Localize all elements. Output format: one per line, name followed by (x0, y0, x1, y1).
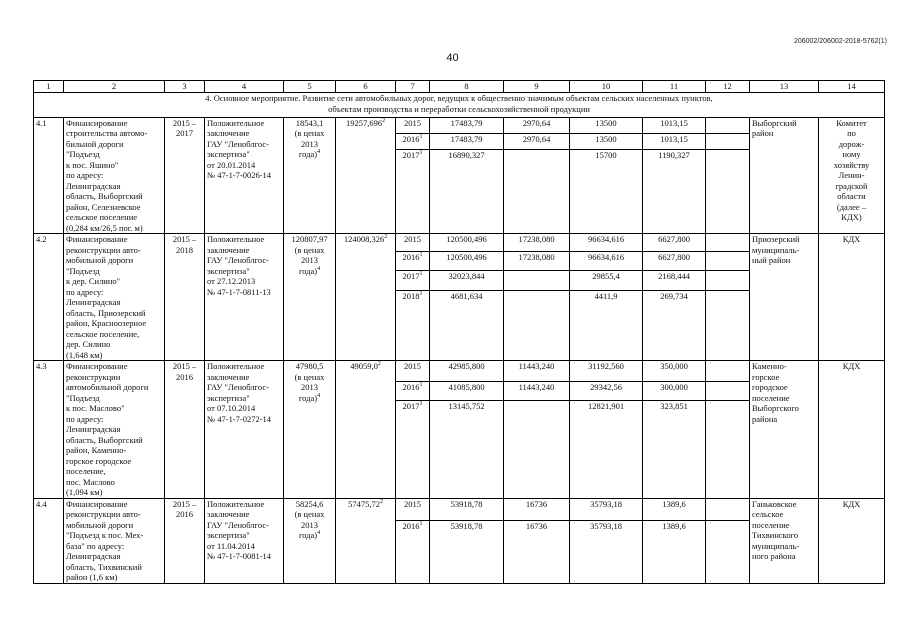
year: 2016 (402, 381, 420, 392)
funding-local: 6627,800 (643, 234, 706, 252)
year-cell (396, 150, 430, 234)
funding-local: 350,000 (643, 361, 706, 382)
funding-local: 300,000 (643, 381, 706, 401)
funding-federal: 16736 (504, 521, 570, 583)
funding-federal: 11443,240 (504, 361, 570, 382)
funding-regional: 31192,560 (570, 361, 643, 382)
year: 2015 (404, 498, 421, 509)
item-total-cell (336, 117, 396, 234)
funding-other (706, 381, 750, 401)
footnote-mark: 1 (419, 381, 423, 388)
item-number: 4.3 (34, 361, 64, 499)
year-cell (396, 133, 430, 149)
funding-local: 1013,15 (643, 133, 706, 149)
funding-total: 17483,79 (430, 133, 504, 149)
item-total: 124008,326 (343, 234, 385, 244)
footnote-mark: 2 (379, 498, 383, 505)
year-cell (396, 401, 430, 498)
funding-regional: 96634,616 (570, 234, 643, 252)
column-number: 13 (750, 81, 819, 93)
item-description: Финансирование реконструкции авто- мобильной дороги "Подъезд к пос. Мех- база" по адресу: Ленинградская область, Тихвинский район (1,6 км) (64, 498, 165, 583)
item-location: Каменно- горское городское поселение Выборгского района (750, 361, 819, 499)
column-number: 7 (396, 81, 430, 93)
item-cost-cell (284, 117, 336, 234)
year: 2015 (404, 117, 421, 128)
item-number: 4.1 (34, 117, 64, 234)
column-number: 9 (504, 81, 570, 93)
program-table (33, 80, 885, 584)
item-total-cell (336, 498, 396, 583)
footnote-mark: 1 (419, 521, 423, 528)
funding-regional: 13500 (570, 133, 643, 149)
year-cell (396, 271, 430, 291)
column-number: 1 (34, 81, 64, 93)
funding-total: 17483,79 (430, 117, 504, 133)
year: 2015 (404, 234, 421, 244)
footnote-mark: 1 (419, 291, 423, 298)
funding-other (706, 521, 750, 583)
funding-other (706, 150, 750, 234)
item-number: 4.2 (34, 234, 64, 361)
table-row (34, 498, 885, 521)
year: 2016 (402, 521, 420, 532)
year: 2018 (402, 291, 420, 301)
item-cost-cell (284, 361, 336, 499)
footnote-mark: 1 (419, 401, 423, 408)
item-description: Финансирование строительства автомо- бильной дороги "Подъезд к пос. Яшино" по адресу: Ленинградская область, Выборгский район, Селезневское сельское поселение (0,284 км/26,5 пог. м) (64, 117, 165, 234)
item-number: 4.4 (34, 498, 64, 583)
funding-other (706, 498, 750, 521)
funding-federal (504, 150, 570, 234)
item-location: Выборгский район (750, 117, 819, 234)
funding-local: 2168,444 (643, 271, 706, 291)
funding-local: 1013,15 (643, 117, 706, 133)
year-cell (396, 498, 430, 521)
funding-regional: 96634,616 (570, 252, 643, 271)
table-row (34, 117, 885, 133)
column-number: 11 (643, 81, 706, 93)
funding-federal (504, 271, 570, 291)
column-number: 2 (64, 81, 165, 93)
footnote-mark: 2 (377, 361, 381, 368)
funding-other (706, 291, 750, 361)
item-location: Ганьковское сельское поселение Тихвинского муниципаль- ного района (750, 498, 819, 583)
funding-local: 1190,327 (643, 150, 706, 234)
funding-regional: 29342,56 (570, 381, 643, 401)
funding-federal: 17238,080 (504, 252, 570, 271)
item-cost-cell (284, 498, 336, 583)
item-period: 2015 – 2016 (165, 498, 205, 583)
year: 2017 (402, 271, 420, 281)
table-body (34, 81, 885, 584)
footnote-mark: 4 (317, 149, 321, 156)
item-total: 19257,696 (345, 117, 383, 128)
item-cost: 120807,97 (в ценах 2013 года) (291, 234, 328, 276)
funding-federal: 2970,64 (504, 133, 570, 149)
item-customer: Комитет по дорож- ному хозяйству Ленин- градской области (далее – КДХ) (819, 117, 885, 234)
table-row (34, 234, 885, 252)
table-row (34, 361, 885, 382)
year-cell (396, 117, 430, 133)
document-id: 206002/206002-2018-5762(1) (793, 38, 887, 45)
item-total-cell (336, 234, 396, 361)
funding-total: 120500,496 (430, 252, 504, 271)
funding-other (706, 234, 750, 252)
year-cell (396, 291, 430, 361)
year-cell (396, 521, 430, 583)
funding-local: 269,734 (643, 291, 706, 361)
funding-total: 32023,844 (430, 271, 504, 291)
funding-federal: 2970,64 (504, 117, 570, 133)
funding-regional: 13500 (570, 117, 643, 133)
footnote-mark: 2 (382, 117, 386, 124)
item-customer: КДХ (819, 234, 885, 361)
funding-total: 13145,752 (430, 401, 504, 498)
year: 2016 (402, 252, 420, 262)
funding-regional: 4411,9 (570, 291, 643, 361)
item-description: Финансирование реконструкции авто- мобильной дороги "Подъезд к дер. Силино" по адресу: Ленинградская область, Приозерский район, Красноозерное сельское поселение, дер. Силино (1,648 км) (64, 234, 165, 361)
funding-other (706, 133, 750, 149)
year: 2017 (402, 401, 420, 412)
funding-federal (504, 401, 570, 498)
funding-total: 53918,78 (430, 521, 504, 583)
funding-total: 42985,800 (430, 361, 504, 382)
funding-total: 41085,800 (430, 381, 504, 401)
item-conclusion: Положительное заключение ГАУ "Леноблгос- экспертиза" от 07.10.2014 № 47-1-7-0272-14 (205, 361, 284, 499)
funding-other (706, 401, 750, 498)
funding-total: 53918,78 (430, 498, 504, 521)
item-cost-cell (284, 234, 336, 361)
funding-total: 16890,327 (430, 150, 504, 234)
funding-total: 120500,496 (430, 234, 504, 252)
item-cost: 58254,6 (в ценах 2013 года) (294, 498, 325, 540)
footnote-mark: 1 (419, 134, 423, 141)
funding-other (706, 117, 750, 133)
column-number: 14 (819, 81, 885, 93)
funding-local: 1389,6 (643, 498, 706, 521)
funding-regional: 15700 (570, 150, 643, 234)
year: 2017 (402, 150, 420, 161)
column-number: 12 (706, 81, 750, 93)
column-number: 8 (430, 81, 504, 93)
funding-regional: 35793,18 (570, 498, 643, 521)
section-title: 4. Основное мероприятие. Развитие сети автомобильных дорог, ведущих к общественно значимым объектам сельских населенных пунктов, объектам производства и переработки сельскохозяйственной продукции (34, 92, 885, 117)
item-conclusion: Положительное заключение ГАУ "Леноблгос- экспертиза" от 20.01.2014 № 47-1-7-0026-14 (205, 117, 284, 234)
year-cell (396, 361, 430, 382)
item-period: 2015 – 2016 (165, 361, 205, 499)
item-cost: 47980,5 (в ценах 2013 года) (294, 361, 325, 403)
funding-other (706, 361, 750, 382)
item-period: 2015 – 2017 (165, 117, 205, 234)
footnote-mark: 4 (317, 265, 321, 272)
column-number: 4 (205, 81, 284, 93)
funding-other (706, 252, 750, 271)
page-number: 40 (446, 52, 459, 64)
column-number: 10 (570, 81, 643, 93)
funding-federal (504, 291, 570, 361)
item-total: 49059,0 (350, 361, 378, 371)
funding-total: 4681,634 (430, 291, 504, 361)
funding-regional: 29855,4 (570, 271, 643, 291)
item-total: 57475,72 (348, 498, 380, 509)
year-cell (396, 381, 430, 401)
funding-local: 6627,800 (643, 252, 706, 271)
funding-other (706, 271, 750, 291)
funding-local: 1389,6 (643, 521, 706, 583)
footnote-mark: 1 (419, 150, 423, 157)
item-cost: 18543,1 (в ценах 2013 года) (294, 117, 325, 159)
item-location: Приозерский муниципаль- ный район (750, 234, 819, 361)
funding-regional: 12821,901 (570, 401, 643, 498)
footnote-mark: 4 (317, 530, 321, 537)
item-description: Финансирование реконструкции автомобильной дороги "Подъезд к пос. Маслово" по адресу: Ленинградская область, Выборгский район, Каменно- горское городское поселение, пос. Маслово (1,094 км) (64, 361, 165, 499)
item-period: 2015 – 2018 (165, 234, 205, 361)
funding-regional: 35793,18 (570, 521, 643, 583)
item-conclusion: Положительное заключение ГАУ "Леноблгос- экспертиза" от 11.04.2014 № 47-1-7-0081-14 (205, 498, 284, 583)
column-numbers-row (34, 81, 885, 93)
year-cell (396, 234, 430, 252)
section-row (34, 92, 885, 117)
column-number: 3 (165, 81, 205, 93)
footnote-mark: 1 (419, 271, 423, 278)
footnote-mark: 4 (317, 392, 321, 399)
funding-federal: 17238,080 (504, 234, 570, 252)
funding-federal: 16736 (504, 498, 570, 521)
funding-federal: 11443,240 (504, 381, 570, 401)
footnote-mark: 1 (419, 252, 423, 259)
item-conclusion: Положительное заключение ГАУ "Леноблгос- экспертиза" от 27.12.2013 № 47-1-7-0811-13 (205, 234, 284, 361)
year-cell (396, 252, 430, 271)
column-number: 5 (284, 81, 336, 93)
footnote-mark: 2 (384, 234, 388, 241)
year: 2015 (404, 361, 421, 371)
item-customer: КДХ (819, 498, 885, 583)
item-customer: КДХ (819, 361, 885, 499)
column-number: 6 (336, 81, 396, 93)
funding-local: 323,851 (643, 401, 706, 498)
item-total-cell (336, 361, 396, 499)
year: 2016 (402, 133, 420, 144)
